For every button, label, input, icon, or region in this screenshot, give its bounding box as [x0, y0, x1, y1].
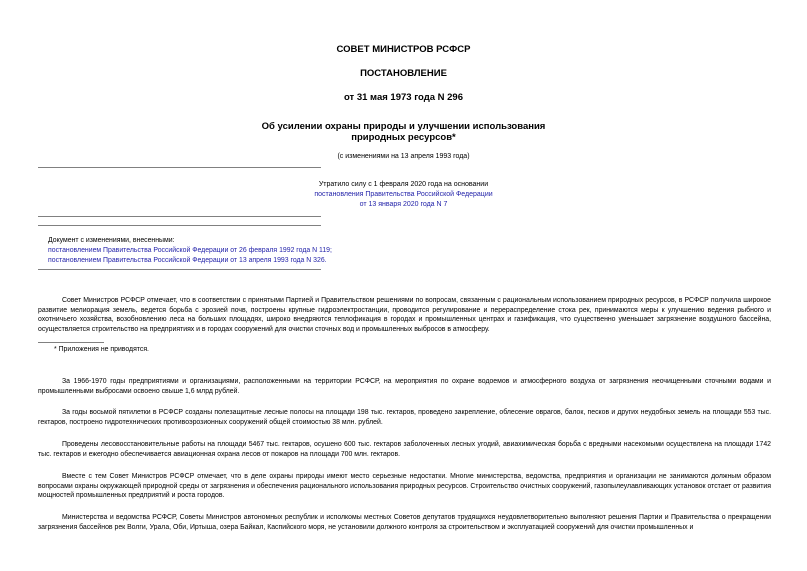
document-title [0, 121, 807, 143]
divider [38, 269, 321, 270]
paragraph-1966-1970: За 1966-1970 годы предприятиями и организациями, расположенными на территории РСФСР, на мероприятия по охране водоемов и атмосферного воздуха от загрязнения неочищенными сточными водами и промышленными выбросами освоено свыше 1,6 млрд рублей. [38, 378, 771, 395]
footnote-divider [38, 342, 104, 343]
title-line-2: природных ресурсов* [351, 132, 456, 143]
authority-heading: СОВЕТ МИНИСТРОВ РСФСР [336, 44, 471, 55]
intro-paragraph: Совет Министров РСФСР отмечает, что в соответствии с принятыми Партией и Правительством решениями по вопросам, связанным с рациональным использованием природных ресурсов, в РСФСР получила широкое развитие мелиорация земель, ведется борьба с эрозией почв, построены крупные гидроэлектростанции, проводится регулирование и перераспределение стока рек, принимаются меры к улучшению ведения рыбного и охотничьего хозяйства, возобновлению леса на больших площадях, широко внедряются теплофикация в городах и промышленных центрах и газификация, что существенно уменьшает загрязнение воздушного бассейна, осуществляется строительство на предприятиях и в городах сооружений для очистки сточных вод и промышленных выбросов в атмосферу. [38, 297, 771, 333]
paragraph-eighth-five-year-plan: За годы восьмой пятилетки в РСФСР созданы полезащитные лесные полосы на площади 198 тыс. гектаров, проведено закрепление, облесение оврагов, балок, песков и других неудобных земель на площади 553 тыс. гектаров, построено гидротехнических противоэрозионных сооружений общей стоимостью 38 млн. рублей. [38, 409, 771, 426]
changes-heading: Документ с изменениями, внесенными: [48, 237, 175, 244]
paragraph-shortcomings: Вместе с тем Совет Министров РСФСР отмечает, что в деле охраны природы имеют место серьезные недостатки. Многие министерства, ведомства, предприятия и организации не занимаются должным образом вопросами охраны окружающей природной среды от загрязнения и обеспечения рационального использования природных ресурсов. Строительство очистных сооружений, газопылеулавливающих установок отстает от развития мощностей промышленных предприятий и роста городов. [38, 473, 771, 500]
divider [38, 216, 321, 217]
paragraph-reforestation: Проведены лесовосстановительные работы на площади 5467 тыс. гектаров, осушено 600 тыс. гектаров заболоченных лесных угодий, авиахимическая борьба с вредными насекомыми осуществлена на площади 1742 тыс. гектаров и ежегодно обеспечивается авиационная охрана лесов от пожаров на площади 700 млн. гектаров. [38, 441, 771, 458]
status-line: Утратило силу с 1 февраля 2020 года на основании [318, 181, 489, 188]
footnote: * Приложения не приводятся. [54, 346, 149, 353]
change-link-1993[interactable]: постановлением Правительства Российской Федерации от 13 апреля 1993 года N 326. [48, 256, 327, 264]
paragraph-ministries: Министерства и ведомства РСФСР, Советы Министров автономных республик и исполкомы местных Советов депутатов трудящихся неудовлетворительно выполняют решения Партии и Правительства о прекращении загрязнения бассейнов рек Волги, Урала, Оби, Иртыша, озера Байкал, Каспийского моря, не установили должного контроля за строительством и эксплуатацией сооружений для очистки промышленных и [38, 514, 771, 531]
divider [38, 225, 321, 226]
status-block [0, 180, 807, 210]
document-type: ПОСТАНОВЛЕНИЕ [360, 68, 447, 79]
document-date: от 31 мая 1973 года N 296 [343, 92, 464, 103]
repeal-act-link[interactable]: постановления Правительства Российской Федерации [314, 191, 493, 198]
amendment-note: (с изменениями на 13 апреля 1993 года) [337, 153, 470, 160]
divider [38, 167, 321, 168]
title-line-1: Об усилении охраны природы и улучшении использования [261, 121, 546, 132]
repeal-act-date-link[interactable]: от 13 января 2020 года N 7 [359, 201, 448, 208]
changes-block [48, 236, 332, 265]
change-link-1992[interactable]: постановлением Правительства Российской Федерации от 26 февраля 1992 года N 119; [48, 246, 332, 254]
